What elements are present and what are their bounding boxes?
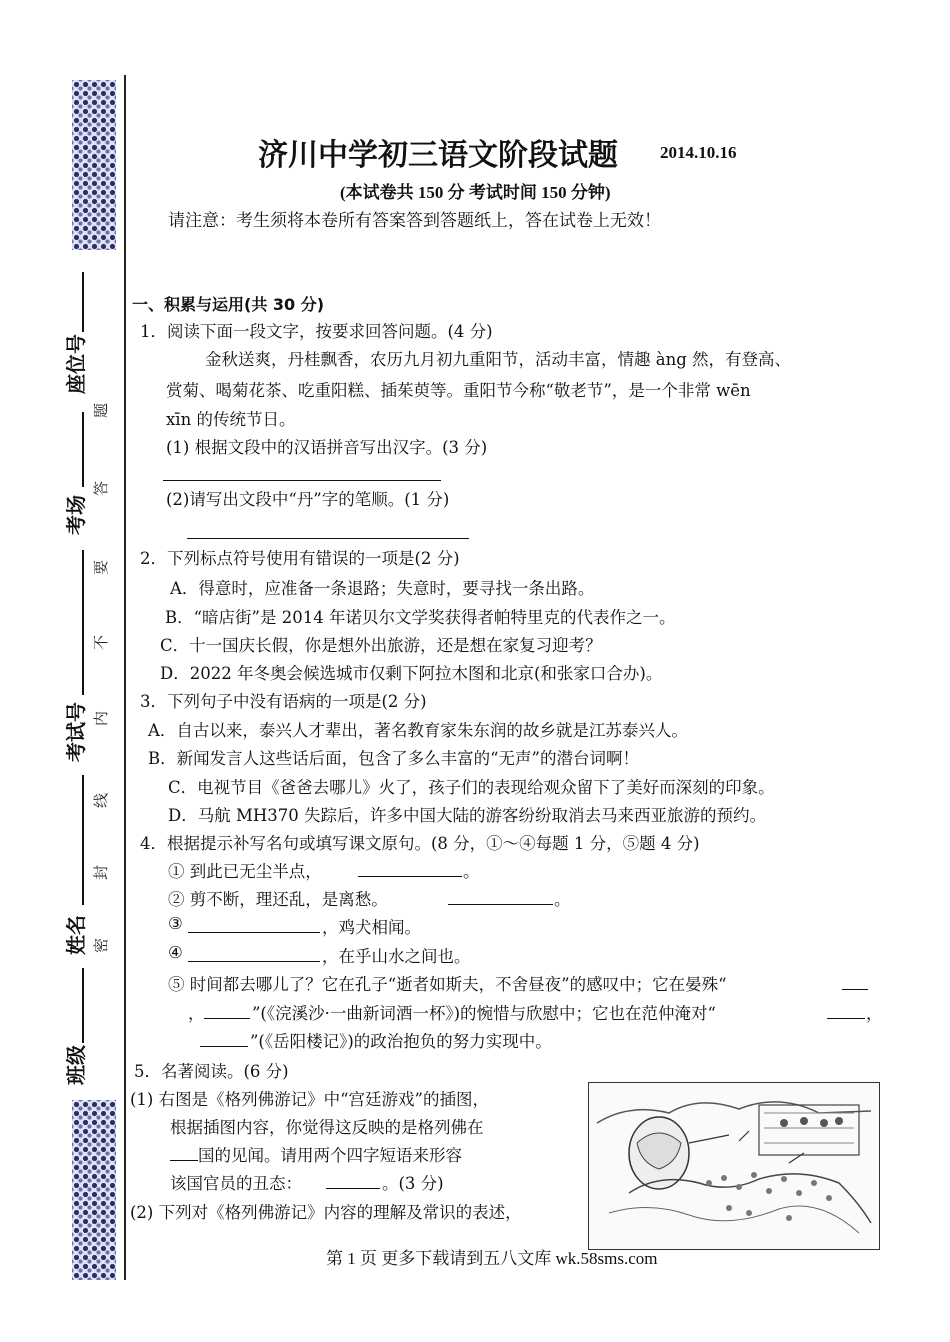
exam-no-label: 考试号 — [64, 702, 88, 762]
q1-sub2: (2)请写出文段中“丹”字的笔顺。(1 分) — [166, 490, 450, 509]
seal-char-2: 封 — [92, 864, 111, 881]
q4-item-5-comma-1: ， — [188, 1004, 205, 1023]
q4-stem: 4．根据提示补写名句或填写课文原句。(8 分，①～④每题 1 分，⑤题 4 分) — [140, 834, 700, 853]
q4-item-3-blank[interactable] — [188, 932, 320, 933]
exam-no-blank — [82, 550, 84, 695]
seal-char-1: 密 — [92, 937, 111, 954]
q3-stem: 3．下列句子中没有语病的一项是(2 分) — [140, 692, 427, 711]
q5-sub2-line: (2) 下列对《格列佛游记》内容的理解及常识的表述， — [130, 1203, 522, 1222]
q5-phrase-blank[interactable] — [326, 1188, 380, 1189]
class-label: 班级 — [64, 1045, 88, 1085]
q4-item-2-end: 。 — [554, 890, 571, 909]
gulliver-illustration — [588, 1082, 880, 1250]
q4-item-4-text: ，在乎山水之间也。 — [322, 947, 471, 966]
q3-option-b[interactable]: B．新闻发言人这些话后面，包含了多么丰富的“无声”的潜台词啊！ — [148, 749, 639, 768]
q3-option-c[interactable]: C．电视节目《爸爸去哪儿》火了，孩子们的表现给观众留下了美好而深刻的印象。 — [168, 778, 775, 797]
exam-date: 2014.10.16 — [660, 143, 737, 162]
q4-item-2-blank[interactable] — [448, 904, 553, 905]
page-footer: 第 1 页 更多下载请到五八文库 wk.58sms.com — [326, 1249, 658, 1268]
q3-option-d[interactable]: D．马航 MH370 失踪后，许多中国大陆的游客纷纷取消去马来西亚旅游的预约。 — [168, 806, 766, 825]
q5-sub1-line-1: (1) 右图是《格列佛游记》中“宫廷游戏”的插图， — [130, 1090, 489, 1109]
q4-item-5-blank-3[interactable] — [827, 1018, 865, 1019]
seal-char-3: 线 — [92, 792, 111, 809]
q1-sub1-answer-line[interactable] — [163, 480, 441, 481]
q1-sub2-answer-line[interactable] — [187, 538, 469, 539]
q1-sub1: (1) 根据文段中的汉语拼音写出汉字。(3 分) — [166, 438, 488, 457]
q4-item-4-blank[interactable] — [188, 961, 320, 962]
q5-sub1-line-4-end: 。(3 分) — [382, 1174, 444, 1193]
q4-item-3-num: ③ — [168, 914, 183, 933]
q4-item-3-text: ，鸡犬相闻。 — [322, 918, 421, 937]
name-blank — [82, 775, 84, 905]
q5-stem: 5．名著阅读。(6 分) — [134, 1062, 289, 1081]
q2-option-c[interactable]: C．十一国庆长假，你是想外出旅游，还是想在家复习迎考？ — [160, 636, 602, 655]
binding-pattern-bottom — [72, 1100, 116, 1280]
seal-char-4: 内 — [92, 710, 111, 727]
exam-subtitle: (本试卷共 150 分 考试时间 150 分钟) — [340, 183, 611, 202]
seal-char-7: 答 — [92, 480, 111, 497]
q3-option-a[interactable]: A．自古以来，泰兴人才辈出，著名教育家朱东润的故乡就是江苏泰兴人。 — [148, 721, 688, 740]
class-blank — [82, 968, 84, 1043]
q5-sub1-line-2: 根据插图内容，你觉得这反映的是格列佛在 — [170, 1118, 484, 1137]
q1-passage-line-1: 金秋送爽，丹桂飘香，农历九月初九重阳节，活动丰富，情趣 àng 然，有登高、 — [205, 350, 792, 369]
q4-item-5-line-3: ”(《岳阳楼记》)的政治抱负的努力实现中。 — [250, 1032, 552, 1051]
q4-item-1-end: 。 — [463, 862, 480, 881]
section-heading: 一、积累与运用(共 30 分) — [132, 295, 325, 314]
q4-item-5-line-2: ”(《浣溪沙·一曲新词酒一杯》)的惋惜与欣慰中；它也在范仲淹对“ — [252, 1004, 716, 1023]
q4-item-5-comma-2: ， — [866, 1004, 883, 1023]
q4-item-2: ② 剪不断，理还乱，是离愁。 — [168, 890, 388, 909]
q2-option-d[interactable]: D．2022 年冬奥会候选城市仅剩下阿拉木图和北京(和张家口合办)。 — [160, 664, 663, 683]
q2-option-b[interactable]: B．“暗店街”是 2014 年诺贝尔文学奖获得者帕特里克的代表作之一。 — [165, 608, 676, 627]
q4-item-1-blank[interactable] — [358, 876, 462, 877]
seat-label: 座位号 — [64, 334, 88, 394]
binding-line — [124, 75, 126, 1280]
binding-pattern-top — [72, 80, 116, 250]
seal-char-6: 要 — [92, 559, 111, 576]
seat-blank — [82, 272, 84, 332]
q1-passage-line-3: xīn 的传统节日。 — [166, 410, 296, 429]
seal-char-5: 不 — [92, 634, 111, 651]
q4-item-5-blank-2[interactable] — [204, 1018, 250, 1019]
room-label: 考场 — [64, 495, 88, 535]
q4-item-5-line-1: ⑤ 时间都去哪儿了？它在孔子“逝者如斯夫，不舍昼夜”的感叹中；它在晏殊“ — [168, 975, 727, 994]
q5-country-blank[interactable] — [170, 1160, 198, 1161]
q1-passage-line-2: 赏菊、喝菊花茶、吃重阳糕、插茱萸等。重阳节今称“敬老节”，是一个非常 wēn — [166, 381, 751, 400]
gulliver-illustration-drawing — [589, 1083, 879, 1249]
exam-notice: 请注意：考生须将本卷所有答案答到答题纸上，答在试卷上无效！ — [168, 211, 661, 231]
name-label: 姓名 — [64, 915, 88, 955]
q5-sub1-line-4: 该国官员的丑态： — [170, 1174, 302, 1193]
q1-stem: 1．阅读下面一段文字，按要求回答问题。(4 分) — [140, 322, 493, 341]
room-blank — [82, 412, 84, 487]
q5-sub1-line-3: 国的见闻。请用两个四字短语来形容 — [198, 1146, 462, 1165]
q4-item-5-blank-1[interactable] — [842, 989, 868, 990]
page-title: 济川中学初三语文阶段试题 — [258, 138, 618, 173]
q4-item-5-blank-4[interactable] — [200, 1046, 248, 1047]
q4-item-4-num: ④ — [168, 943, 183, 962]
seal-char-8: 题 — [92, 402, 111, 419]
q2-option-a[interactable]: A．得意时，应准备一条退路；失意时，要寻找一条出路。 — [170, 579, 595, 598]
q4-item-1: ① 到此已无尘半点， — [168, 862, 322, 881]
q2-stem: 2．下列标点符号使用有错误的一项是(2 分) — [140, 549, 460, 568]
